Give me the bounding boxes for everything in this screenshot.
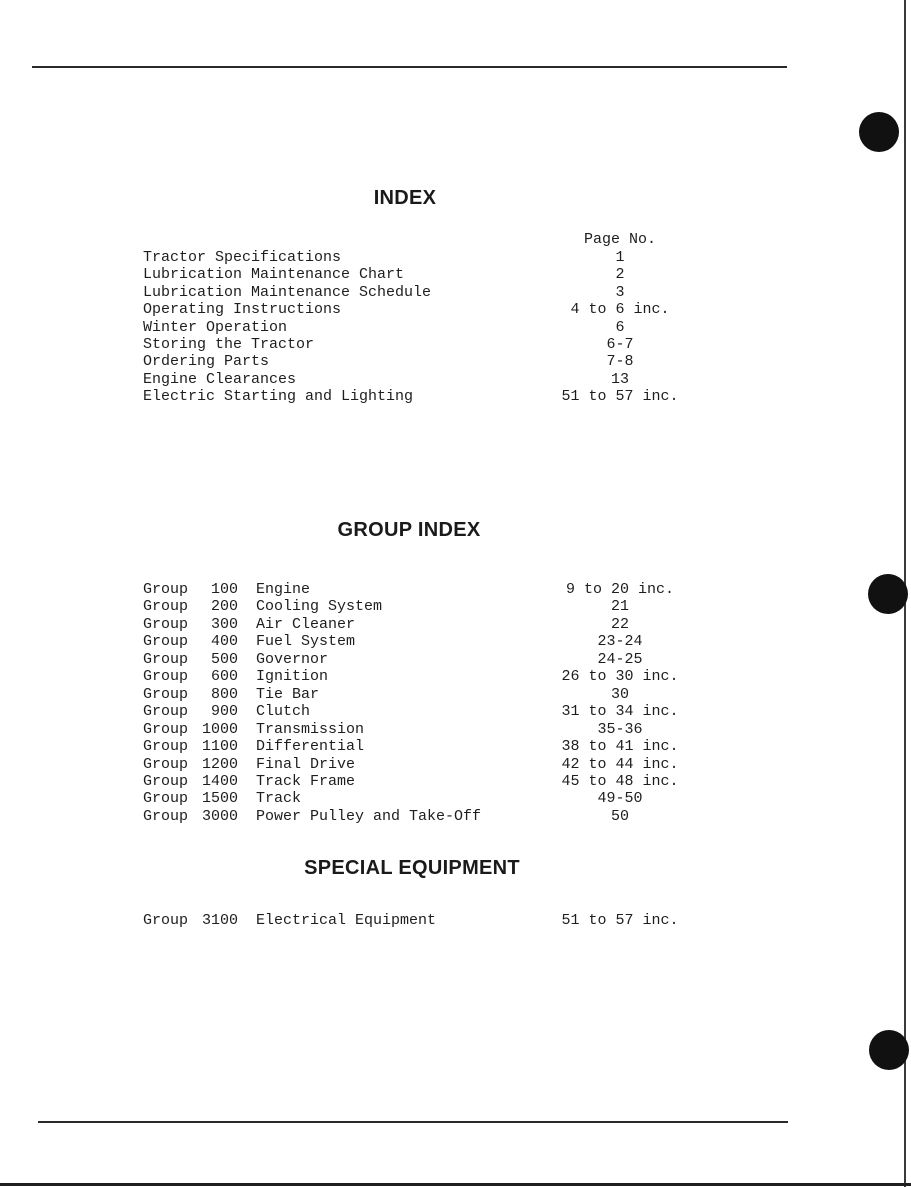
group-entry-page: 38 to 41 inc. (561, 738, 679, 756)
binder-hole-top (859, 112, 899, 152)
group-entry-number: 1500 (201, 790, 238, 808)
group-entry-number: 200 (210, 598, 238, 616)
bottom-rule (38, 1121, 788, 1123)
index-entry (0, 301, 911, 319)
group-entry-label: Group (143, 912, 189, 929)
group-entry-page: 51 to 57 inc. (561, 912, 679, 929)
group-entry-number: 600 (210, 668, 238, 686)
group-entry-page: 23-24 (597, 633, 643, 651)
group-entry-title: Ignition (256, 668, 329, 686)
group-entry (0, 598, 911, 616)
group-index-heading: GROUP INDEX (337, 519, 481, 541)
group-entry-title: Engine (256, 581, 311, 598)
index-entry (0, 388, 911, 406)
index-entry-page: 6-7 (606, 336, 634, 353)
index-entry-title: Tractor Specifications (143, 249, 342, 266)
index-entry-page: 3 (615, 283, 625, 301)
group-entry-title: Transmission (256, 720, 365, 738)
group-entry-title: Governor (256, 650, 329, 668)
group-entry (0, 738, 911, 756)
index-entry-page: 6 (615, 318, 625, 336)
index-entry-page: 1 (615, 249, 625, 266)
group-entry-page: 45 to 48 inc. (561, 772, 679, 790)
group-entry-page: 21 (610, 598, 629, 616)
index-entry-page: 51 to 57 inc. (561, 388, 679, 406)
group-entry-label: Group (143, 755, 189, 773)
index-entry (0, 266, 911, 284)
group-entry-title: Final Drive (256, 755, 356, 773)
group-entry-number: 900 (210, 703, 238, 721)
group-entry-page: 24-25 (597, 650, 643, 668)
group-entry-page: 22 (610, 615, 629, 633)
group-entry-page: 30 (610, 685, 629, 703)
group-entry-number: 300 (210, 615, 238, 633)
group-entry-label: Group (143, 738, 189, 756)
group-entry-number: 1100 (201, 738, 238, 756)
index-entry-title: Operating Instructions (143, 301, 342, 319)
index-entry-title: Electric Starting and Lighting (143, 388, 414, 406)
top-rule (32, 66, 787, 68)
group-entry (0, 581, 911, 599)
group-entry (0, 756, 911, 774)
index-entry (0, 336, 911, 354)
index-entry-title: Lubrication Maintenance Chart (143, 266, 405, 284)
group-entry-title: Track (256, 790, 302, 808)
group-entry-number: 800 (210, 685, 238, 703)
group-entry-title: Power Pulley and Take-Off (256, 807, 482, 825)
group-entry-label: Group (143, 598, 189, 616)
group-entry-label: Group (143, 790, 189, 808)
index-entry-page: 13 (610, 370, 629, 388)
group-entry (0, 703, 911, 721)
group-entry-page: 50 (610, 807, 629, 825)
group-entry-title: Air Cleaner (256, 615, 356, 633)
group-entry-page: 26 to 30 inc. (561, 668, 679, 686)
group-entry-number: 1000 (201, 720, 238, 738)
index-entry (0, 371, 911, 389)
group-entry-title: Differential (256, 738, 365, 756)
group-entry-page: 35-36 (597, 720, 643, 738)
group-entry (0, 633, 911, 651)
index-entry (0, 319, 911, 337)
group-entry-title: Tie Bar (256, 685, 320, 703)
index-entry (0, 249, 911, 267)
group-entry-label: Group (143, 650, 189, 668)
group-entry (0, 616, 911, 634)
group-entry-label: Group (143, 615, 189, 633)
index-heading: INDEX (373, 187, 437, 209)
group-entry (0, 790, 911, 808)
index-entry (0, 284, 911, 302)
special-equipment-heading: SPECIAL EQUIPMENT (304, 857, 520, 879)
group-entry (0, 721, 911, 739)
index-entry-title: Ordering Parts (143, 353, 270, 371)
group-entry-label: Group (143, 581, 189, 598)
group-entry (0, 773, 911, 791)
index-entry-title: Winter Operation (143, 318, 288, 336)
index-entry-page: 4 to 6 inc. (570, 301, 670, 319)
group-entry-number: 400 (210, 633, 238, 651)
page-edge-bottom (0, 1183, 911, 1186)
binder-hole-bottom (869, 1030, 909, 1070)
group-entry-number: 3000 (201, 807, 238, 825)
group-entry-title: Fuel System (256, 633, 356, 651)
group-entry (0, 651, 911, 669)
group-entry-title: Clutch (256, 703, 311, 721)
group-entry-page: 31 to 34 inc. (561, 703, 679, 721)
group-entry (0, 912, 911, 930)
group-entry-label: Group (143, 772, 189, 790)
group-entry-number: 100 (210, 581, 238, 598)
group-entry-number: 1200 (201, 755, 238, 773)
index-entry-title: Engine Clearances (143, 370, 297, 388)
page-no-header: Page No. (583, 231, 656, 248)
index-entry (0, 353, 911, 371)
group-entry (0, 668, 911, 686)
group-entry-number: 3100 (201, 912, 238, 929)
index-entry-page: 7-8 (606, 353, 634, 371)
group-entry-title: Track Frame (256, 772, 356, 790)
group-entry-page: 42 to 44 inc. (561, 755, 679, 773)
group-entry-label: Group (143, 807, 189, 825)
group-entry-label: Group (143, 685, 189, 703)
group-entry-page: 9 to 20 inc. (565, 581, 675, 598)
index-entry-page: 2 (615, 266, 625, 284)
index-entry-title: Storing the Tractor (143, 336, 315, 353)
group-entry-number: 500 (210, 650, 238, 668)
group-entry-label: Group (143, 633, 189, 651)
index-entry-title: Lubrication Maintenance Schedule (143, 283, 432, 301)
group-entry (0, 686, 911, 704)
group-entry (0, 808, 911, 826)
group-entry-page: 49-50 (597, 790, 643, 808)
group-entry-label: Group (143, 703, 189, 721)
group-entry-title: Electrical Equipment (256, 912, 437, 929)
group-entry-title: Cooling System (256, 598, 383, 616)
group-entry-label: Group (143, 720, 189, 738)
group-entry-number: 1400 (201, 772, 238, 790)
group-entry-label: Group (143, 668, 189, 686)
